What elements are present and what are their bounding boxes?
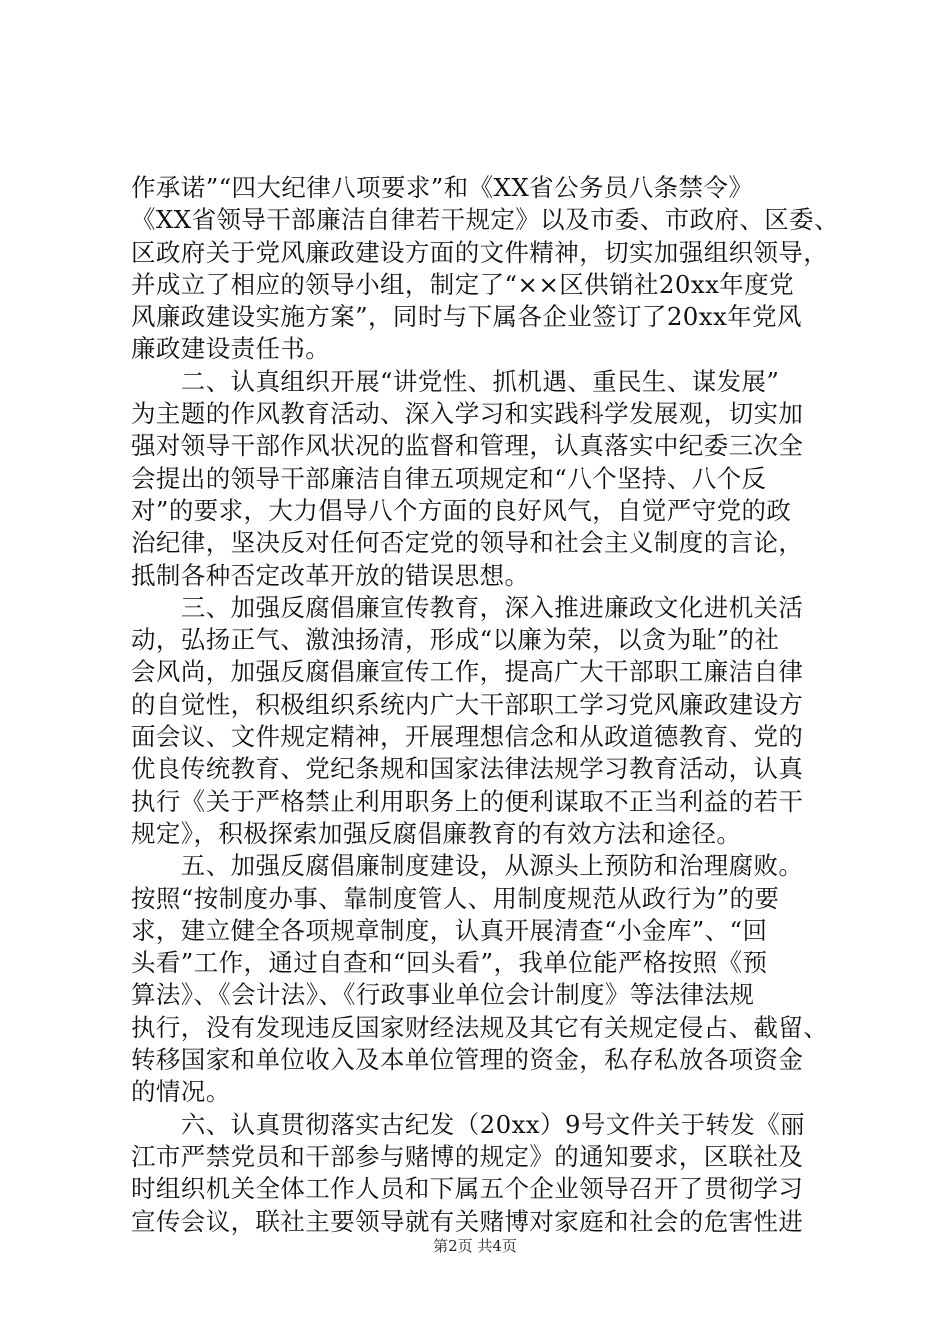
text-line: 江市严禁党员和干部参与赌博的规定》的通知要求，区联社及 (131, 1141, 804, 1171)
text-line: 六、认真贯彻落实古纪发（20xx）9号文件关于转发《丽 (131, 1109, 805, 1139)
page-number-footer: 第2页 共4页 (433, 1237, 517, 1255)
text-line: 求，建立健全各项规章制度，认真开展清查“小金库”、“回 (131, 915, 768, 945)
text-line: 为主题的作风教育活动、深入学习和实践科学发展观，切实加 (131, 399, 804, 429)
text-line: 《XX省领导干部廉洁自律若干规定》以及市委、市政府、区委、 (131, 205, 839, 235)
text-line: 面会议、文件规定精神，开展理想信念和从政道德教育、党的 (131, 722, 804, 752)
text-line: 优良传统教育、党纪条规和国家法律法规学习教育活动，认真 (131, 754, 804, 784)
text-line: 对”的要求，大力倡导八个方面的良好风气，自觉严守党的政 (131, 495, 792, 525)
text-line: 区政府关于党风廉政建设方面的文件精神，切实加强组织领导， (131, 237, 829, 267)
text-line: 时组织机关全体工作人员和下属五个企业领导召开了贯彻学习 (131, 1174, 804, 1204)
text-line: 作承诺”“四大纪律八项要求”和《XX省公务员八条禁令》 (131, 173, 754, 202)
text-line: 二、认真组织开展“讲党性、抓机遇、重民生、谋发展” (131, 366, 780, 396)
text-line: 算法》、《会计法》、《行政事业单位会计制度》等法律法规 (131, 980, 755, 1010)
text-line: 转移国家和单位收入及本单位管理的资金，私存私放各项资金 (131, 1045, 804, 1075)
text-line: 执行《关于严格禁止利用职务上的便利谋取不正当利益的若干 (131, 786, 804, 816)
text-line: 三、加强反腐倡廉宣传教育，深入推进廉政文化进机关活 (131, 592, 804, 622)
text-line: 强对领导干部作风状况的监督和管理，认真落实中纪委三次全 (131, 431, 804, 461)
text-line: 执行，没有发现违反国家财经法规及其它有关规定侵占、截留、 (131, 1012, 829, 1042)
text-line: 的自觉性，积极组织系统内广大干部职工学习党风廉政建设方 (131, 689, 804, 719)
text-line: 会提出的领导干部廉洁自律五项规定和“八个坚持、八个反 (131, 463, 767, 493)
text-line: 治纪律，坚决反对任何否定党的领导和社会主义制度的言论， (131, 528, 804, 558)
text-line: 宣传会议，联社主要领导就有关赌博对家庭和社会的危害性进 (131, 1206, 804, 1236)
text-line: 风廉政建设实施方案”，同时与下属各企业签订了20xx年党风 (131, 302, 802, 332)
text-line: 抵制各种否定改革开放的错误思想。 (131, 560, 530, 590)
text-line: 动，弘扬正气、激浊扬清，形成“以廉为荣，以贪为耻”的社 (131, 625, 780, 655)
text-line: 按照“按制度办事、靠制度管人、用制度规范从政行为”的要 (131, 883, 780, 913)
text-line: 头看”工作，通过自查和“回头看”，我单位能严格按照《预 (131, 948, 768, 978)
text-line: 廉政建设责任书。 (131, 334, 331, 364)
text-line: 五、加强反腐倡廉制度建设，从源头上预防和治理腐败。 (131, 851, 804, 881)
text-line: 会风尚，加强反腐倡廉宣传工作，提高广大干部职工廉洁自律 (131, 657, 804, 687)
text-line: 的情况。 (131, 1077, 231, 1107)
text-line: 并成立了相应的领导小组，制定了“××区供销社20xx年度党 (131, 269, 794, 299)
text-line: 规定》，积极探索加强反腐倡廉教育的有效方法和途径。 (131, 818, 742, 848)
document-body (131, 172, 839, 1238)
